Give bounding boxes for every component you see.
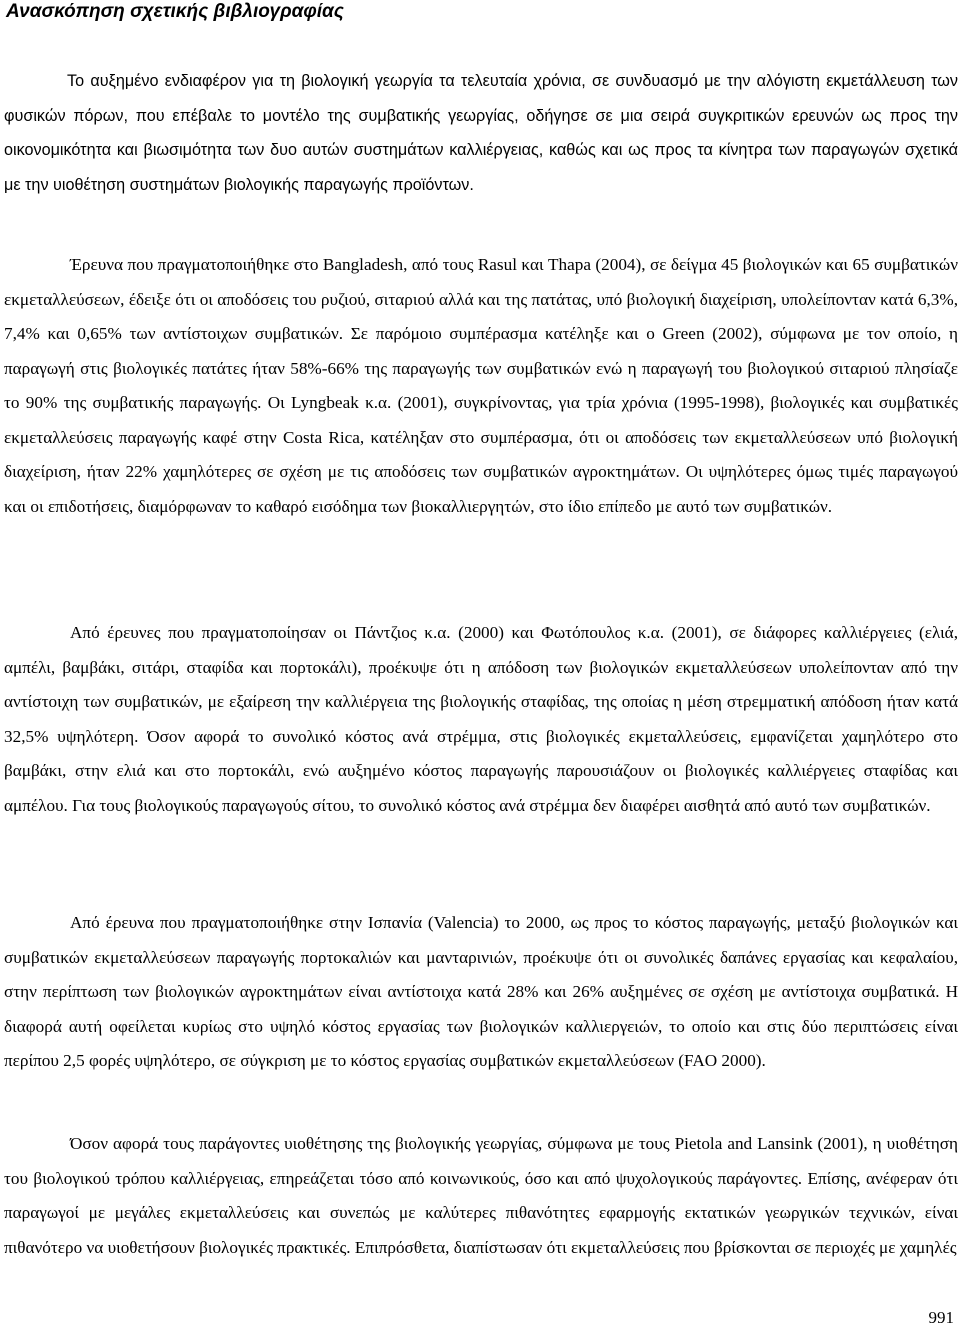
paragraph-yield-studies: Έρευνα που πραγματοποιήθηκε στο Bangladesh, από τους Rasul και Thapa (2004), σε δείγμα 45 βιολογικών και 65 συμβατικών εκμεταλλεύσεων, έδειξε ότι οι αποδόσεις του ρυζιού, σιταριού αλλά και της πατάτας, υπό βιολογική διαχείριση, υπολείπονταν κατά 6,3%, 7,4% και 0,65% των αντίστοιχων συμβατικών. Σε παρόμοιο συμπέρασμα κατέληξε και ο Green (2002), σύμφωνα με τον οποίο, η παραγωγή στις βιολογικές πατάτες ήταν 58%-66% της παραγωγής των συμβατικών ενώ η παραγωγή του βιολογικού σιταριού πλησίαζε το 90% της συμβατικής παραγωγής. Οι Lyngbeak κ.α. (2001), συγκρίνοντας, για τρία χρόνια (1995-1998), βιολογικές και συμβατικές εκμεταλλεύσεις παραγωγής καφέ στην Costa Rica, κατέληξαν στο συμπέρασμα, ότι οι αποδόσεις των εκμεταλλεύσεων υπό βιολογική διαχείριση, ήταν 22% χαμηλότερες σε σχέση με τις αποδόσεις των συμβατικών αγροκτημάτων. Οι υψηλότερες όμως τιμές παραγωγού και οι επιδοτήσεις, διαμόρφωναν το καθαρό εισόδημα των βιοκαλλιεργητών, στο ίδιο επίπεδο με αυτό των συμβατικών. <box>4 255 958 516</box>
paragraph-spain-study: Από έρευνα που πραγματοποιήθηκε στην Ισπανία (Valencia) το 2000, ως προς το κόστος παραγωγής, μεταξύ βιολογικών και συμβατικών εκμεταλλεύσεων παραγωγής πορτοκαλιών και μανταρινιών, προέκυψε ότι οι συνολικές δαπάνες εργασίας και κεφαλαίου, στην περίπτωση των βιολογικών αγροκτημάτων είναι αντίστοιχα κατά 28% και 26% αυξημένες σε σχέση με αντίστοιχα συμβατικά. Η διαφορά αυτή οφείλεται κυρίως στο υψηλό κόστος εργασίας των βιολογικών καλλιεργειών, το οποίο και στις δύο περιπτώσεις είναι περίπου 2,5 φορές υψηλότερο, σε σύγκριση με το κόστος εργασίας συμβατικών εκμεταλλεύσεων (FAO 2000). <box>4 913 958 1070</box>
page-number: 991 <box>928 1308 954 1327</box>
paragraph-intro: Το αυξημένο ενδιαφέρον για τη βιολογική γεωργία τα τελευταία χρόνια, σε συνδυασμό με την αλόγιστη εκμετάλλευση των φυσικών πόρων, που επέβαλε το μοντέλο της συμβατικής γεωργίας, οδήγησε σε μια σειρά συγκριτικών ερευνών ως προς την οικονομικότητα και βιωσιμότητα των δυο αυτών συστημάτων καλλιέργειας, καθώς και ως προς τα κίνητρα των παραγωγών σχετικά με την υιοθέτηση συστημάτων βιολογικής παραγωγής προϊόντων. <box>4 72 958 194</box>
paragraph-greek-studies: Από έρευνες που πραγματοποίησαν οι Πάντζιος κ.α. (2000) και Φωτόπουλος κ.α. (2001), σε διάφορες καλλιέργειες (ελιά, αμπέλι, βαμβάκι, σιτάρι, σταφίδα και πορτοκάλι), προέκυψε ότι η απόδοση των βιολογικών εκμεταλλεύσεων υπολείπονταν από την αντίστοιχη των συμβατικών, με εξαίρεση την καλλιέργεια της βιολογικής σταφίδας, της οποίας η μέση στρεμματική απόδοση ήταν κατά 32,5% υψηλότερη. Όσον αφορά το συνολικό κόστος ανά στρέμμα, στις βιολογικές εκμεταλλεύσεις, εμφανίζεται χαμηλότερο στο βαμβάκι, στην ελιά και στο πορτοκάλι, ενώ αυξημένο κόστος παραγωγής παρουσιάζουν οι βιολογικές καλλιέργειες σταφίδας και αμπέλου. Για τους βιολογικούς παραγωγούς σίτου, το συνολικό κόστος ανά στρέμμα δεν διαφέρει αισθητά από αυτό των συμβατικών. <box>4 623 958 815</box>
paragraph-adoption-factors: Όσον αφορά τους παράγοντες υιοθέτησης της βιολογικής γεωργίας, σύμφωνα με τους Pietola and Lansink (2001), η υιοθέτηση του βιολογικού τρόπου καλλιέργειας, επηρεάζεται τόσο από κοινωνικούς, όσο και από ψυχολογικούς παράγοντες. Επίσης, ανέφεραν ότι παραγωγοί με μεγάλες εκμεταλλεύσεις και συνεπώς με καλύτερες πιθανότητες εφαρμογής εκτατικών γεωργικών τεχνικών, είναι πιθανότερο να υιοθετήσουν βιολογικές πρακτικές. Επιπρόσθετα, διαπίστωσαν ότι εκμεταλλεύσεις που βρίσκονται σε περιοχές με χαμηλές <box>4 1134 958 1257</box>
section-heading: Ανασκόπηση σχετικής βιβλιογραφίας <box>6 1 344 22</box>
